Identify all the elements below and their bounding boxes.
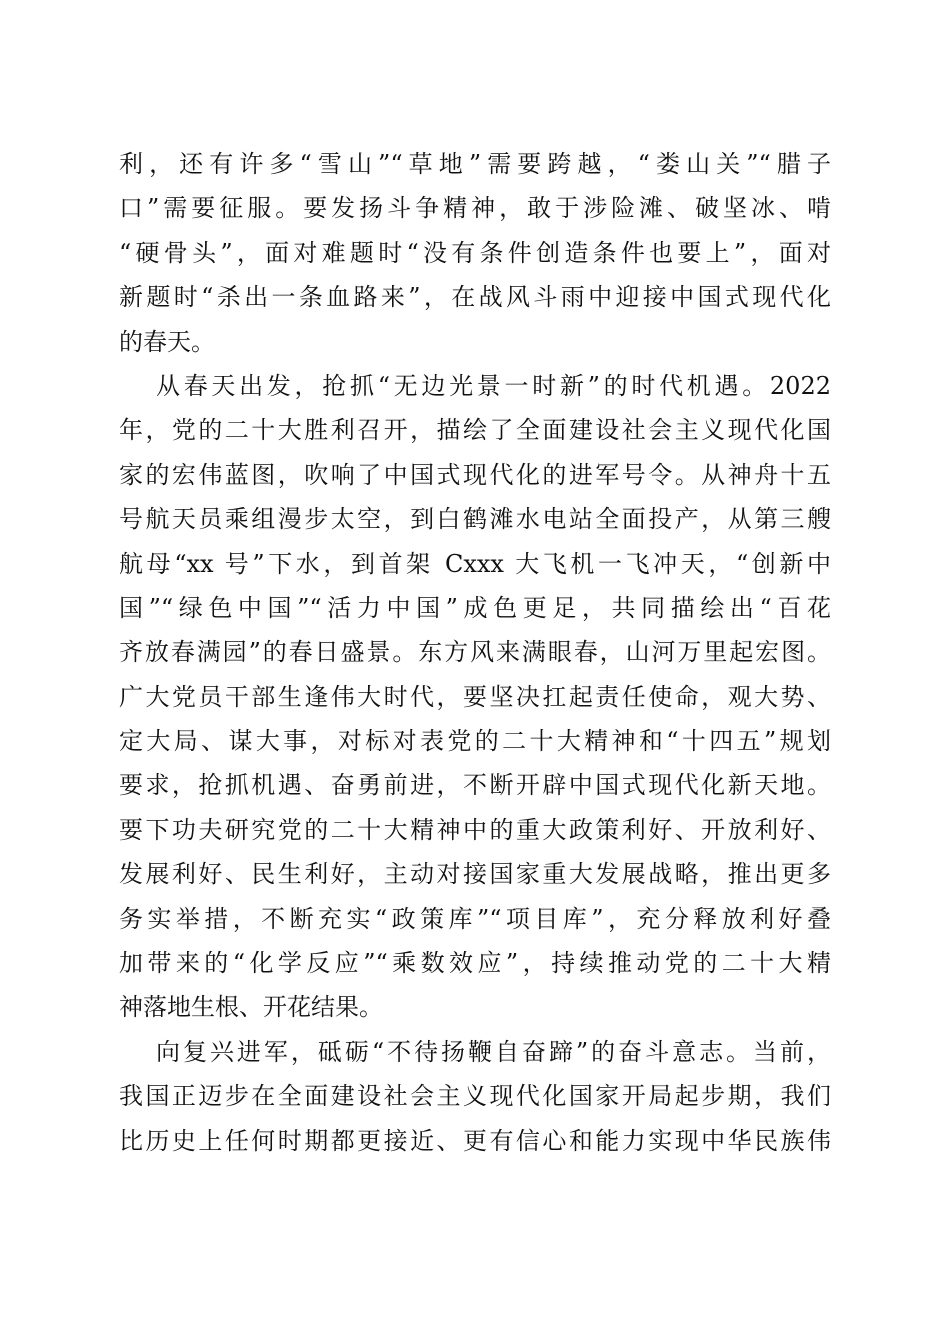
text-line: 要下功夫研究党的二十大精神中的重大政策利好、开放利好、 bbox=[119, 815, 831, 844]
text-line: 向复兴进军，砥砺“不待扬鞭自奋蹄”的奋斗意志。当前， bbox=[156, 1037, 831, 1066]
text-line: 航母“xx 号”下水，到首架 Cxxx 大飞机一飞冲天，“创新中 bbox=[119, 549, 831, 578]
text-line: 务实举措，不断充实“政策库”“项目库”，充分释放利好叠 bbox=[119, 904, 831, 933]
text-line: 发展利好、民生利好，主动对接国家重大发展战略，推出更多 bbox=[119, 860, 831, 889]
text-line: 要求，抢抓机遇、奋勇前进，不断开辟中国式现代化新天地。 bbox=[119, 771, 831, 800]
text-line: 年，党的二十大胜利召开，描绘了全面建设社会主义现代化国 bbox=[119, 416, 831, 445]
paragraph-2 bbox=[119, 364, 831, 1030]
text-line: 新题时“杀出一条血路来”，在战风斗雨中迎接中国式现代化 bbox=[119, 283, 831, 312]
text-line: 家的宏伟蓝图，吹响了中国式现代化的进军号令。从神舟十五 bbox=[119, 460, 831, 489]
text-line: “硬骨头”，面对难题时“没有条件创造条件也要上”，面对 bbox=[119, 238, 831, 267]
text-line: 口”需要征服。要发扬斗争精神，敢于涉险滩、破坚冰、啃 bbox=[119, 194, 831, 223]
document-body bbox=[119, 142, 831, 1163]
text-line: 从春天出发，抢抓“无边光景一时新”的时代机遇。2022 bbox=[156, 371, 831, 400]
text-line: 广大党员干部生逢伟大时代，要坚决扛起责任使命，观大势、 bbox=[119, 682, 831, 711]
text-line: 齐放春满园”的春日盛景。东方风来满眼春，山河万里起宏图。 bbox=[119, 638, 831, 667]
text-line: 神落地生根、开花结果。 bbox=[119, 993, 383, 1022]
text-line: 的春天。 bbox=[119, 327, 215, 356]
text-line: 国”“绿色中国”“活力中国”成色更足，共同描绘出“百花 bbox=[119, 593, 831, 622]
paragraph-3 bbox=[119, 1030, 831, 1163]
text-line: 号航天员乘组漫步太空，到白鹤滩水电站全面投产，从第三艘 bbox=[119, 505, 831, 534]
text-line: 利，还有许多“雪山”“草地”需要跨越，“娄山关”“腊子 bbox=[119, 150, 831, 178]
paragraph-1 bbox=[119, 142, 831, 364]
text-line: 比历史上任何时期都更接近、更有信心和能力实现中华民族伟 bbox=[119, 1126, 831, 1155]
text-line: 加带来的“化学反应”“乘数效应”，持续推动党的二十大精 bbox=[119, 949, 831, 978]
text-line: 我国正迈步在全面建设社会主义现代化国家开局起步期，我们 bbox=[119, 1082, 831, 1111]
text-line: 定大局、谋大事，对标对表党的二十大精神和“十四五”规划 bbox=[119, 727, 831, 756]
